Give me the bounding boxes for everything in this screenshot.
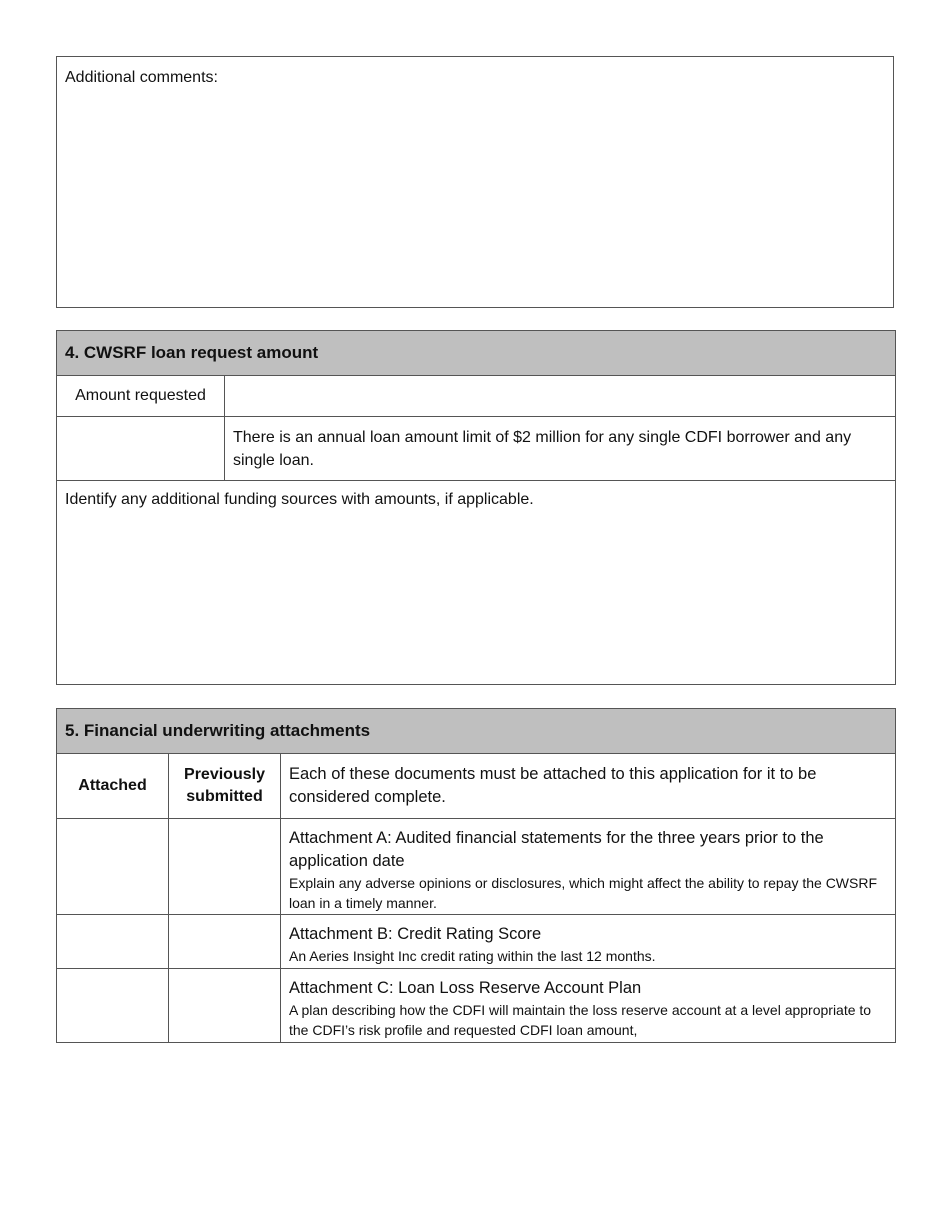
attachment-c-title: Attachment C: Loan Loss Reserve Account Plan	[289, 979, 642, 997]
loan-request-section	[56, 330, 896, 685]
attachment-c-desc: A plan describing how the CDFI will maintain the loss reserve account at a level appropriate to the CDFI’s risk profile and requested CDFI loan amount,	[289, 1002, 872, 1038]
blank-cell	[57, 417, 225, 481]
attachment-c-attached-checkbox[interactable]	[57, 969, 169, 1043]
attachment-b-previous-checkbox[interactable]	[169, 915, 281, 969]
attachment-a-previous-checkbox[interactable]	[169, 819, 281, 915]
attachment-a-title: Attachment A: Audited financial statements for the three years prior to the application date	[289, 829, 824, 870]
additional-comments-label: Additional comments:	[65, 69, 218, 86]
attachment-a-desc: Explain any adverse opinions or disclosures, which might affect the ability to repay the CWSRF loan in a timely manner.	[289, 875, 878, 911]
attachment-a-cell	[281, 819, 896, 915]
attached-column-header: Attached	[57, 754, 169, 819]
additional-comments-box[interactable]	[56, 56, 894, 308]
additional-funding-prompt: Identify any additional funding sources with amounts, if applicable.	[65, 491, 534, 508]
loan-limit-note: There is an annual loan amount limit of $2 million for any single CDFI borrower and any single loan.	[225, 417, 896, 481]
attachment-c-previous-checkbox[interactable]	[169, 969, 281, 1043]
section-4-header: 4. CWSRF loan request amount	[57, 331, 896, 376]
attachment-b-cell	[281, 915, 896, 969]
attachments-intro: Each of these documents must be attached to this application for it to be considered complete.	[281, 754, 896, 819]
attachment-b-attached-checkbox[interactable]	[57, 915, 169, 969]
additional-funding-field[interactable]	[57, 481, 896, 685]
amount-requested-label: Amount requested	[57, 376, 225, 417]
previously-submitted-column-header: Previously submitted	[169, 754, 281, 819]
attachment-c-cell	[281, 969, 896, 1043]
attachment-b-title: Attachment B: Credit Rating Score	[289, 925, 542, 943]
amount-requested-field[interactable]	[225, 376, 896, 417]
section-5-header: 5. Financial underwriting attachments	[57, 709, 896, 754]
attachment-b-desc: An Aeries Insight Inc credit rating within the last 12 months.	[289, 948, 656, 964]
attachment-a-attached-checkbox[interactable]	[57, 819, 169, 915]
attachments-section	[56, 708, 896, 1043]
